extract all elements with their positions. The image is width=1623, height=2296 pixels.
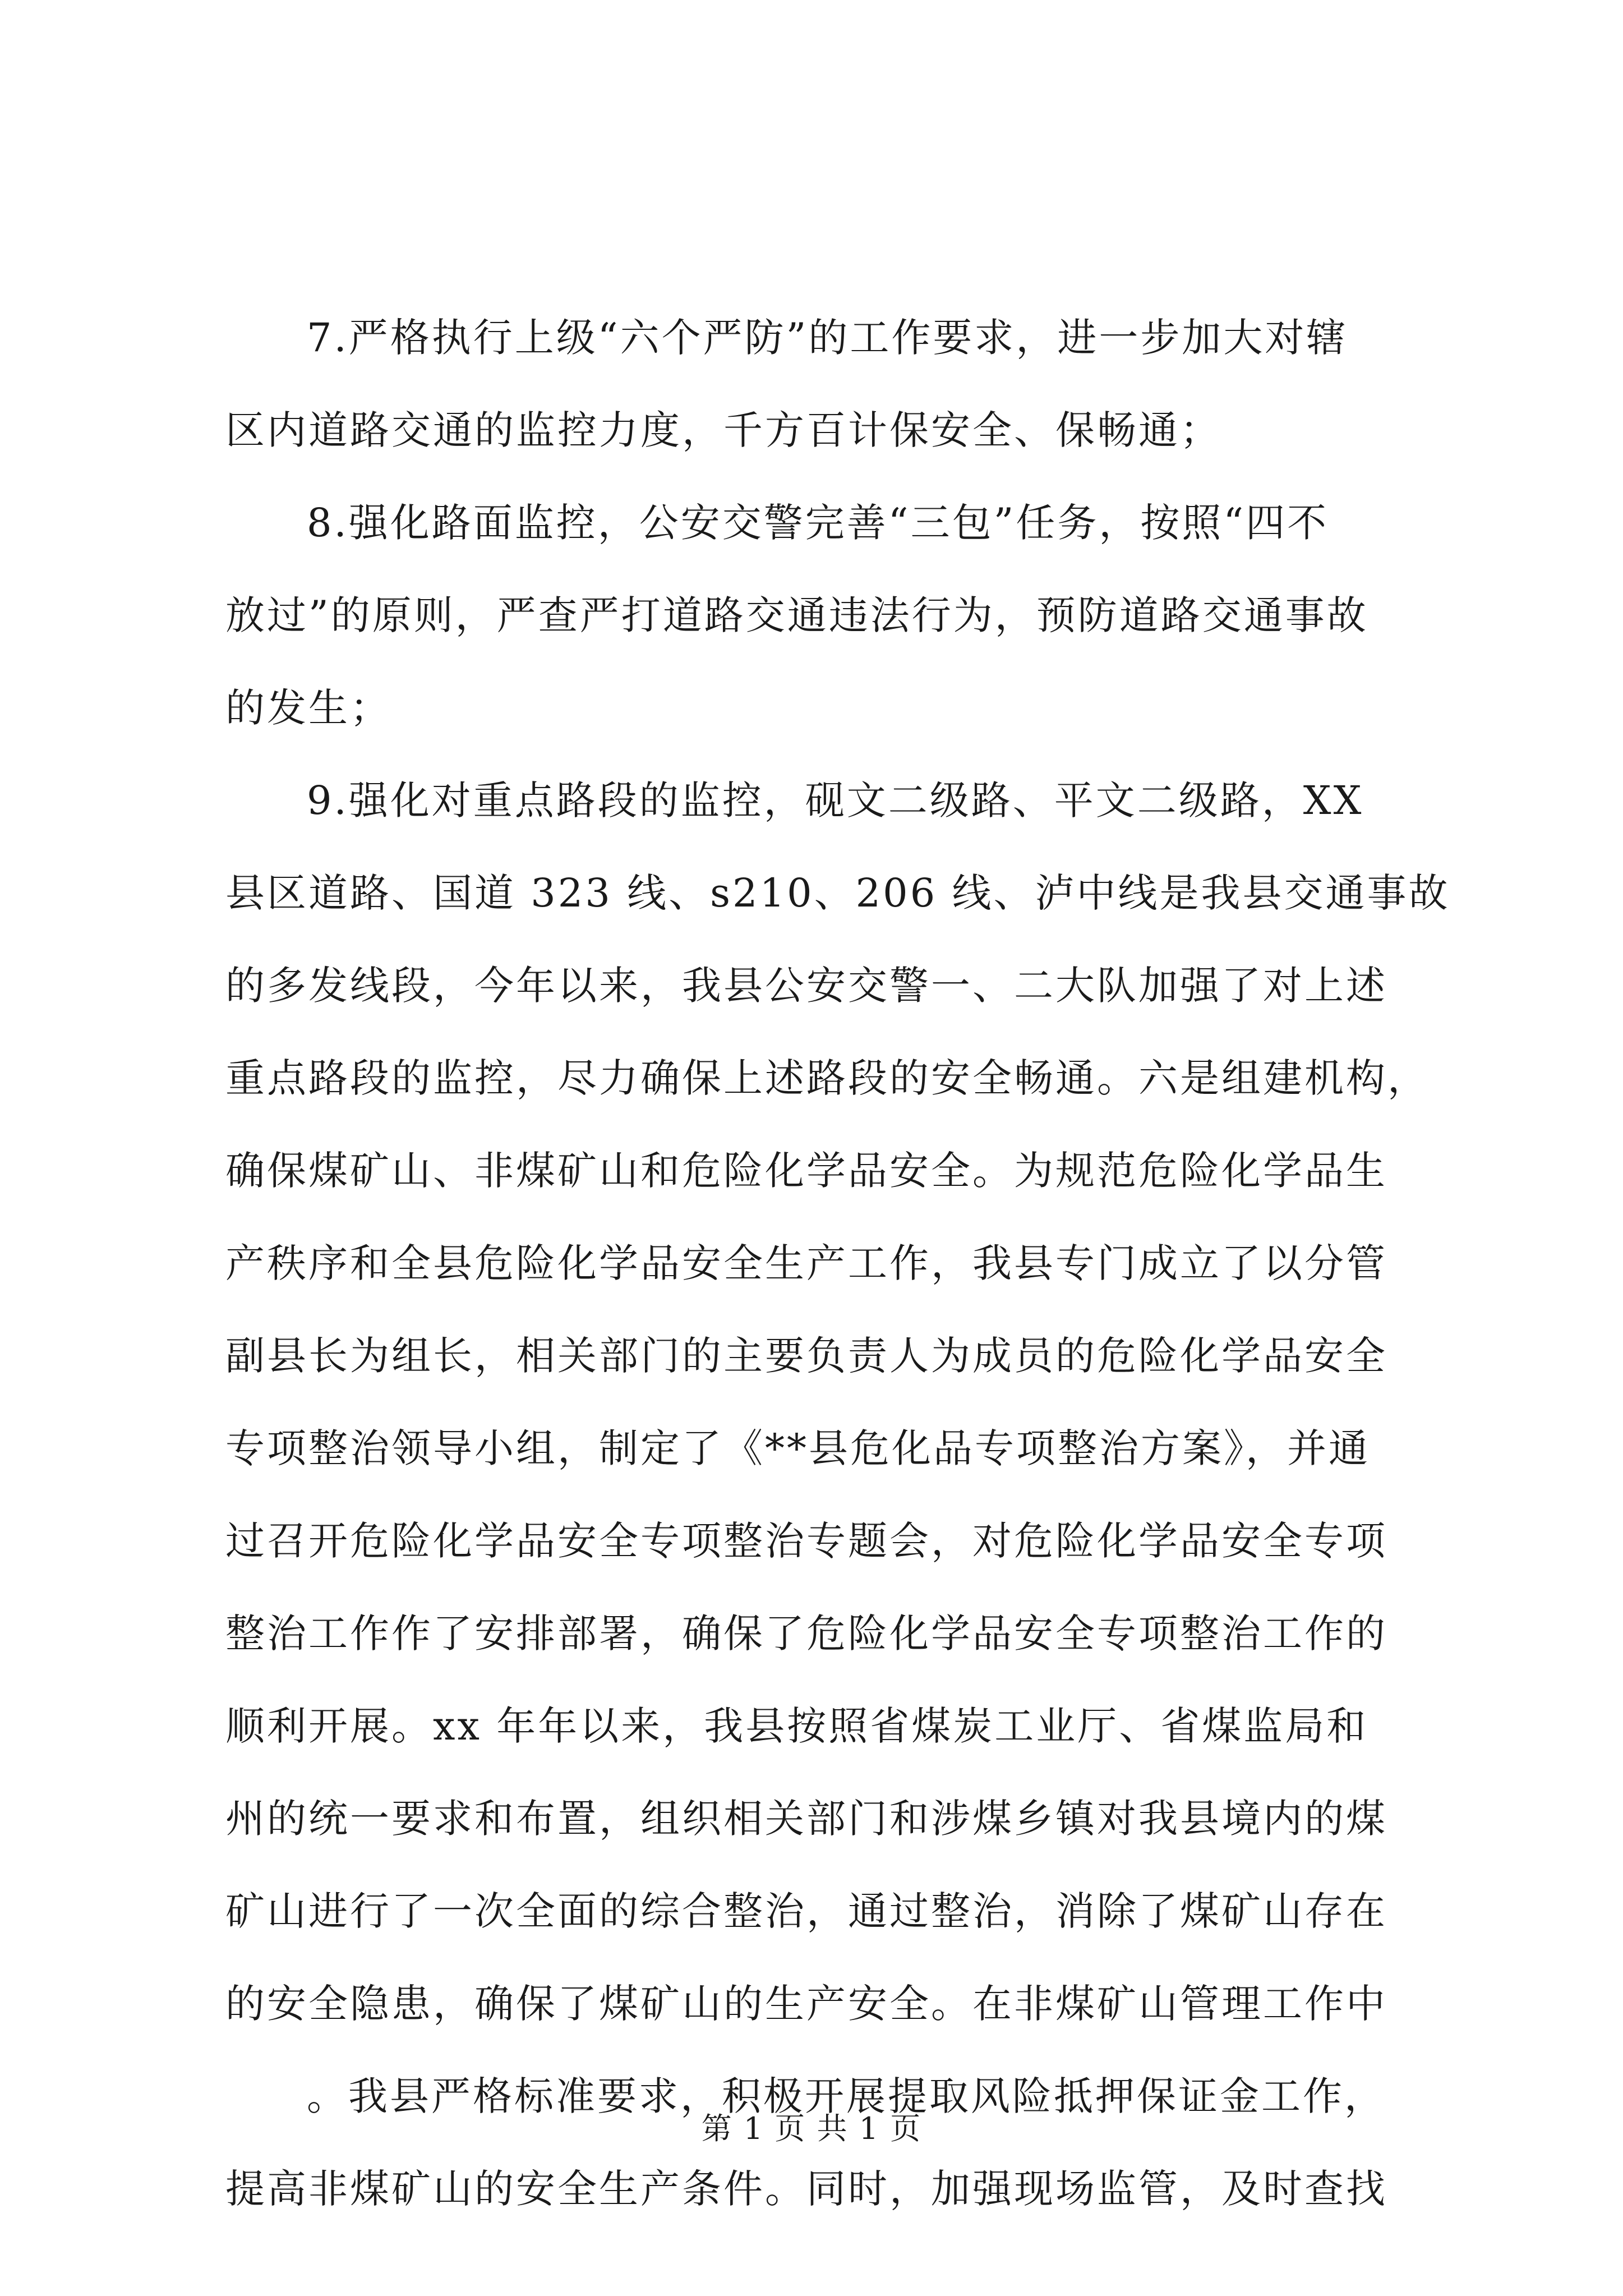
text-line: 提高非煤矿山的安全生产条件。同时，加强现场监管，及时查找: [225, 2166, 1387, 2212]
text-line: 州的统一要求和布置，组织相关部门和涉煤乡镇对我县境内的煤: [225, 1796, 1387, 1842]
text-line: 。我县严格标准要求，积极开展提取风险抵押保证金工作，: [307, 2073, 1386, 2119]
text-line: 确保煤矿山、非煤矿山和危险化学品安全。为规范危险化学品生: [225, 1148, 1387, 1194]
text-line: 的发生；: [225, 685, 391, 731]
page-footer: 第 1 页 共 1 页: [701, 2111, 922, 2146]
text-line: 重点路段的监控，尽力确保上述路段的安全畅通。六是组建机构，: [225, 1055, 1429, 1101]
text-line: 的安全隐患，确保了煤矿山的生产安全。在非煤矿山管理工作中: [225, 1981, 1387, 2027]
text-line: 整治工作作了安排部署，确保了危险化学品安全专项整治工作的: [225, 1611, 1387, 1657]
text-line: 过召开危险化学品安全专项整治专题会，对危险化学品安全专项: [225, 1518, 1387, 1564]
text-line: 区内道路交通的监控力度，千方百计保安全、保畅通；: [225, 407, 1221, 453]
text-line: 9.强化对重点路段的监控，砚文二级路、平文二级路，XX: [307, 777, 1364, 823]
text-line: 7.严格执行上级“六个严防”的工作要求，进一步加大对辖: [307, 315, 1348, 361]
text-line: 的多发线段，今年以来，我县公安交警一、二大队加强了对上述: [225, 963, 1387, 1009]
text-line: 8.强化路面监控，公安交警完善“三包”任务，按照“四不: [307, 500, 1329, 546]
text-line: 专项整治领导小组，制定了《**县危化品专项整治方案》，并通: [225, 1425, 1370, 1471]
text-line: 放过”的原则，严查严打道路交通违法行为，预防道路交通事故: [225, 592, 1368, 638]
text-line: 顺利开展。xx 年年以来，我县按照省煤炭工业厅、省煤监局和: [225, 1703, 1368, 1749]
text-line: 副县长为组长，相关部门的主要负责人为成员的危险化学品安全: [225, 1333, 1387, 1379]
text-line: 县区道路、国道 323 线、s210、206 线、泸中线是我县交通事故: [225, 870, 1450, 916]
text-line: 矿山进行了一次全面的综合整治，通过整治，消除了煤矿山存在: [225, 1888, 1387, 1934]
document-body: [225, 292, 1450, 2235]
text-line: 产秩序和全县危险化学品安全生产工作，我县专门成立了以分管: [225, 1240, 1387, 1286]
